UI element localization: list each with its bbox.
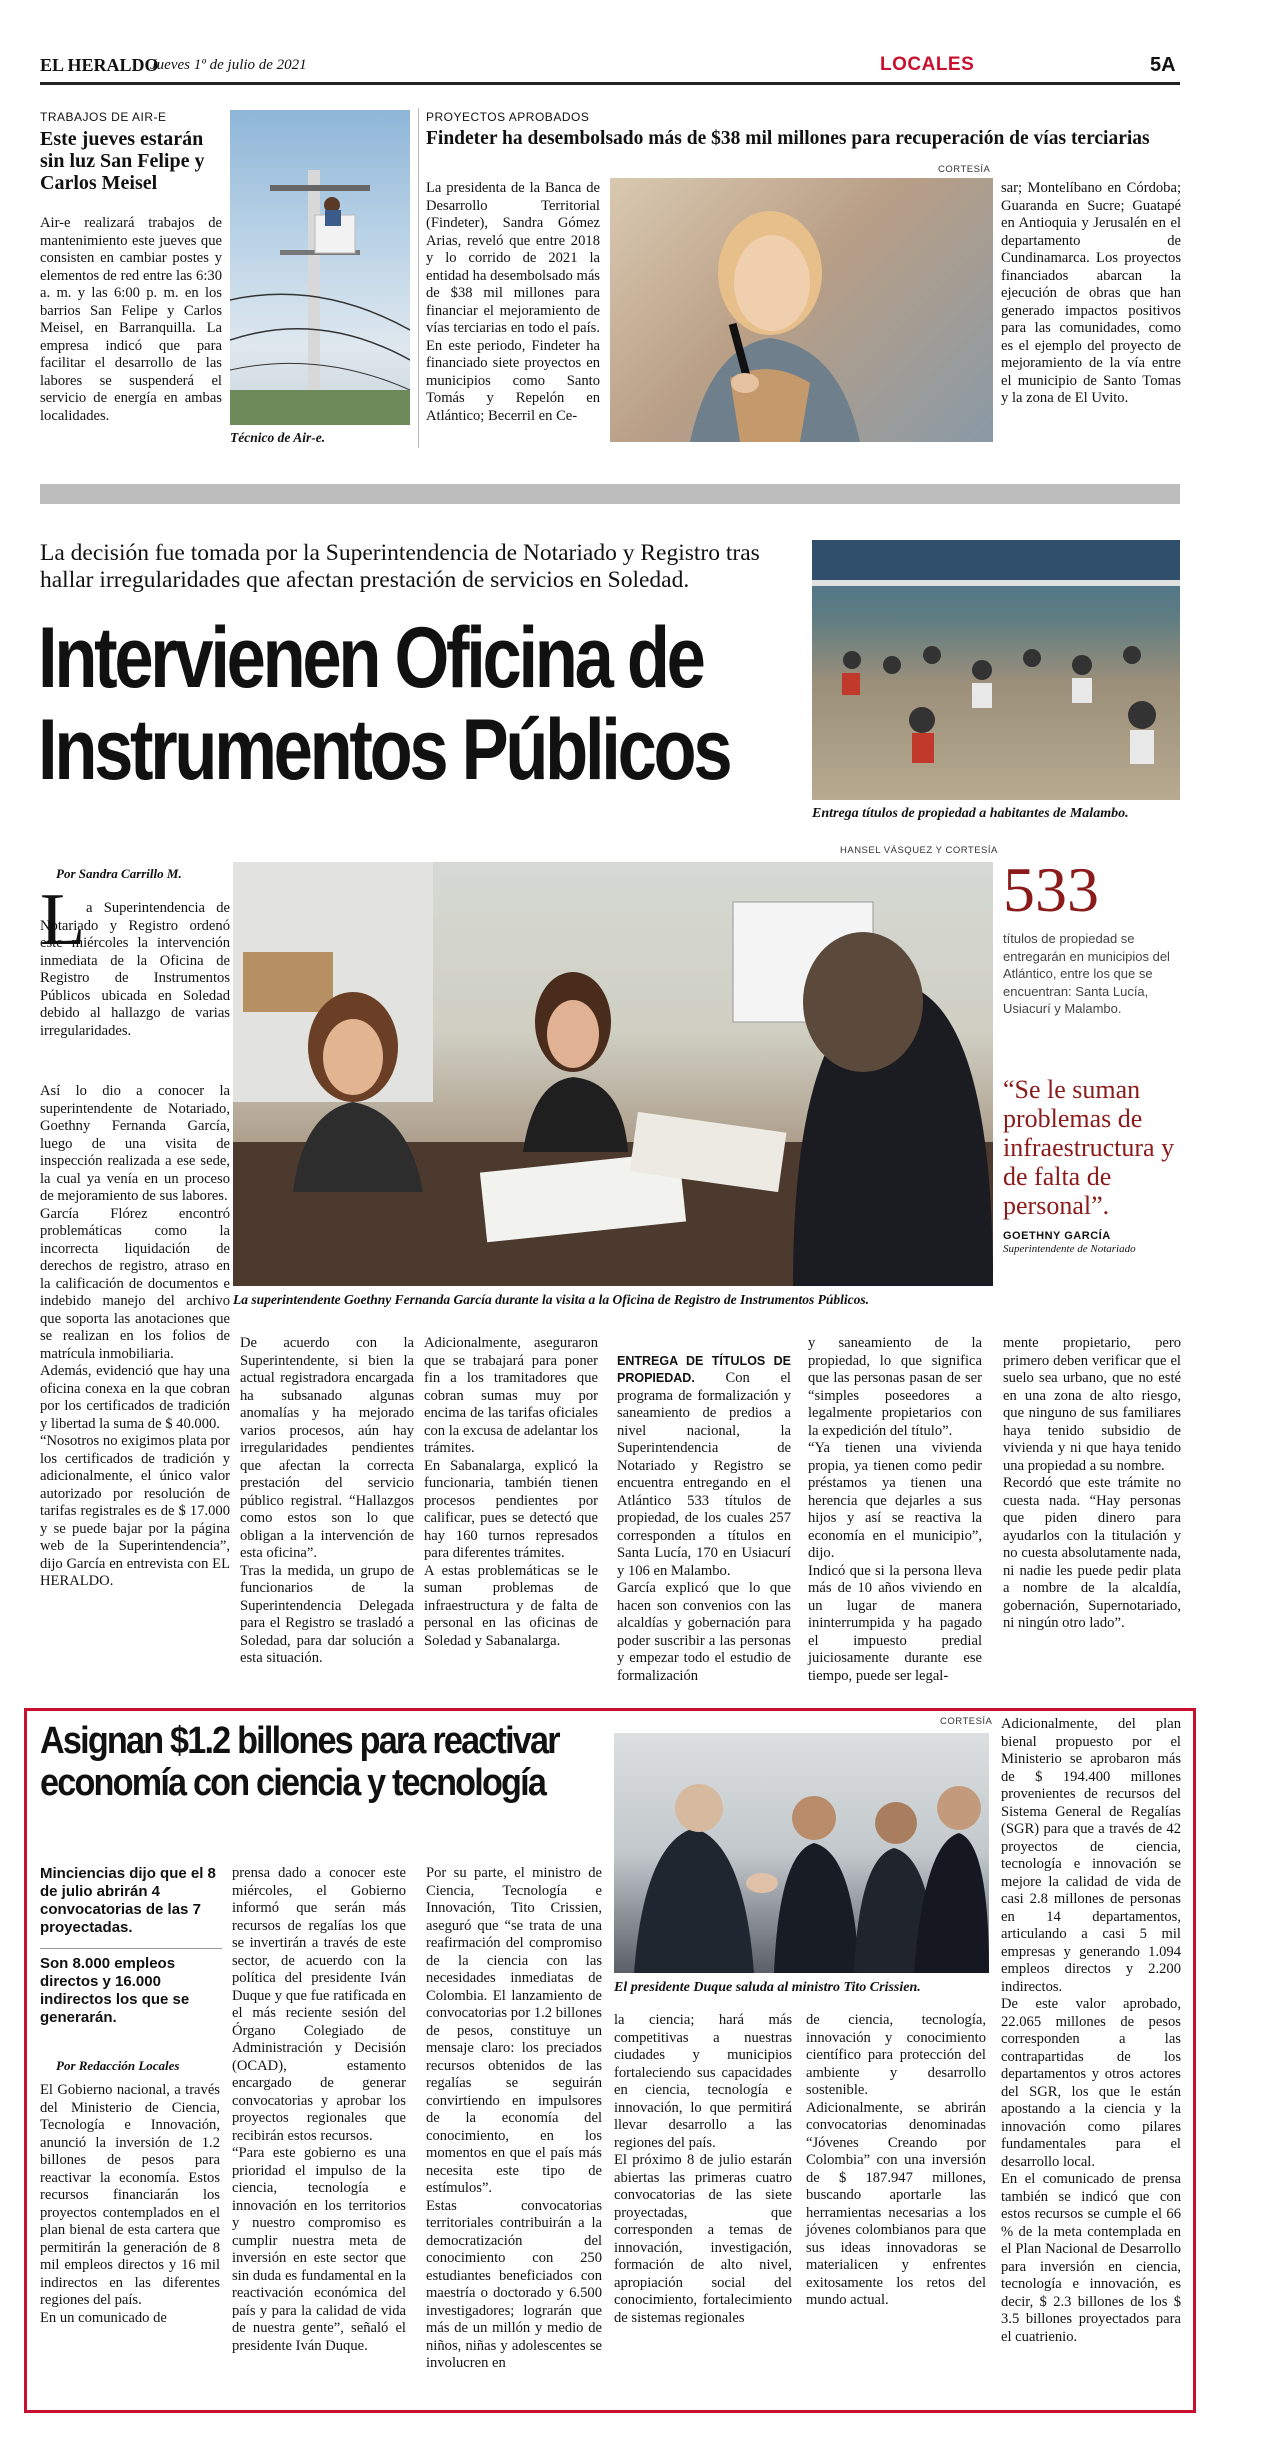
aire-headline: Este jueves estarán sin luz San Felipe y Carlos Meisel: [40, 128, 205, 194]
science-summary1: Minciencias dijo que el 8 de julio abrirán 4 convocatorias de las 7 proyectadas.: [40, 1865, 216, 1936]
findeter-credit: CORTESÍA: [938, 164, 991, 175]
main-photo-credit: HANSEL VÁSQUEZ Y CORTESÍA: [840, 845, 998, 856]
science-credit: CORTESÍA: [940, 1716, 993, 1727]
quote-name: GOETHNY GARCÍA: [1003, 1230, 1111, 1242]
main-headline-line2: Instrumentos Públicos: [38, 702, 730, 798]
stat-number: 533: [1003, 854, 1099, 925]
findeter-col2: sar; Montelíbano en Córdoba; Guaranda en Sucre; Guatapé en Antioquia y Jerusalén en el departamento de Cundinamarca. Los proyectos financiados abarcan la ejecución de obras que han generado impactos positivos para las comunidades, como es el ejemplo del proyecto de mejoramiento de la vía entre el municipio de Santo Tomas y la zona de El Uvito.: [1001, 180, 1181, 406]
main-headline: [38, 612, 798, 796]
side-photo-caption: Entrega títulos de propiedad a habitantes de Malambo.: [812, 806, 1129, 821]
masthead: EL HERALDO: [40, 55, 159, 75]
aire-kicker: TRABAJOS DE AIR-E: [40, 110, 167, 124]
aire-body: Air-e realizará trabajos de mantenimiento este jueves que consisten en cambiar postes y elementos de red entre las 6:30 a. m. y las 6:00 p. m. en los barrios San Felipe y Carlos Meisel, en Barranquilla. La empresa indicó que para facilitar el desarrollo de las labores se suspenderá el servicio de energía en ambas localidades.: [40, 215, 222, 424]
main-col1-top: a Superintendencia de Notariado y Registro ordenó este miércoles la intervención inmediata de la Oficina de Registro de Instrumentos Públicos ubicada en Soledad debido al hallazgo de varias irregularidades.: [40, 900, 230, 1039]
issue-date: Jueves 1º de julio de 2021: [150, 57, 307, 73]
main-col5: y saneamiento de la propiedad, lo que significa que las personas pasan de ser “simples poseedores a legalmente propietarios con la expedición del título”. “Ya tienen una vivienda propia, ya tienen como pedir préstamos ya tienen una herencia que dejarles a sus hijos y así se reactiva la economía en el municipio”, dijo. Indicó que si la persona lleva más de 10 años viviendo en un lugar de manera ininterrumpida y ha pagado el impuesto predial juiciosamente durante ese tiempo, puede ser legal-: [808, 1335, 982, 1684]
findeter-kicker: PROYECTOS APROBADOS: [426, 110, 590, 124]
findeter-headline: Findeter ha desembolsado más de $38 mil millones para recuperación de vías terciarias: [426, 128, 1150, 149]
pull-quote: “Se le suman problemas de infraestructura y de falta de personal”.: [1003, 1075, 1175, 1220]
main-byline: Por Sandra Carrillo M.: [56, 866, 182, 881]
summary-rule: [40, 1948, 222, 1949]
main-col1-rest: Así lo dio a conocer la superintendente de Notariado, Goethny Fernanda García, luego de una visita de inspección realizada a ese sede, la cual ya venía en un proceso de mejoramiento de sus labores. García Flórez encontró problemáticas como la incorrecta liquidación de derechos de registro, atraso en la calificación de documentos e indebido manejo del archivo que soporta las anotaciones que se realizan en los folios de matrícula inmobiliaria. Además, evidenció que hay una oficina conexa en la que cobran por los certificados de tradición y libertad la suma de $ 40.000. “Nosotros no exigimos plata por los certificados de tradición y adicionalmente, el único valor autorizado por resolución de tarifas registrales es de $ 17.000 y se puede bajar por la página web de la Superintendencia”, dijo García en entrevista con EL HERALDO.: [40, 1083, 230, 1589]
title-delivery-photo: [812, 540, 1180, 800]
lineman-photo: [230, 110, 410, 425]
col4-text: Con el programa de formalización y saneamiento de predios a nivel nacional, la Superintendencia de Notariado y Registro se encuentra entregando en el Atlántico 533 títulos de propiedad, de los cuales 257 corresponden a títulos en Santa Lucía, 170 en Usiacurí y 106 en Malambo. García explicó que lo que hacen son convenios con las alcaldías y gobernación para poder suscribir a las personas y empezar todo el estudio de formalización: [617, 1370, 791, 1684]
col4-lead: ENTREGA DE TÍTULOS DE PROPIEDAD.: [617, 1353, 791, 1385]
header-rule: [40, 82, 1180, 85]
section-name: LOCALES: [880, 54, 975, 75]
stat-text: títulos de propiedad se entregarán en municipios del Atlántico, entre los que se encuentran: Santa Lucía, Usiacurí y Malambo.: [1003, 931, 1170, 1016]
handshake-photo: [614, 1733, 989, 1973]
science-col4: la ciencia; hará más competitivas a nuestras ciudades y municipios fortaleciendo sus capacidades en ciencia, tecnología e innovación, lo que permitirá llevar desarrollo a las regiones del país. El próximo 8 de julio estarán abiertas las primeras cuatro convocatorias de las siete proyectadas, que corresponden a temas de innovación, investigación, formación de alto nivel, apropiación social del conocimiento, fortalecimiento de sistemas regionales: [614, 2012, 792, 2326]
findeter-col1: La presidenta de la Banca de Desarrollo Territorial (Findeter), Sandra Gómez Arias, reveló que entre 2018 y lo corrido de 2021 la entidad ha desembolsado más de $38 mil millones para financiar el mejoramiento de vías terciarias en todo el país. En este periodo, Findeter ha financiado siete proyectos en municipios como Santo Tomás y Repelón en Atlántico; Becerril en Ce-: [426, 180, 600, 424]
science-headline: Asignan $1.2 billones para reactivar economía con ciencia y tecnología: [40, 1720, 559, 1804]
science-col5: de ciencia, tecnología, innovación y conocimiento científico para protección del ambiente y desarrollo sostenible. Adicionalmente, se abrirán convocatorias denominadas “Jóvenes Creando por Colombia” con una inversión de $ 187.947 millones, buscando aportarle las herramientas necesarias a los jóvenes colombianos para que sus ideas innovadoras se materialicen y enfrentes exitosamente los retos del mundo actual.: [806, 2012, 986, 2308]
main-col4: [617, 1335, 791, 1685]
main-col6: mente propietario, pero primero deben verificar que el suelo sea urbano, que no esté en una zona de alto riesgo, que ninguno de sus familiares haya tenido subsidio de vivienda y ni que haya tenido una propiedad a su nombre. Recordó que este trámite no cuesta nada. “Hay personas que piden dinero para ayudarlos con la titulación y no cuesta absolutamente nada, ni nadie les puede pedir plata a nombre de la alcaldía, gobernación, Supernotariado, ni ningún otro lado”.: [1003, 1335, 1181, 1631]
science-col2: prensa dado a conocer este miércoles, el Gobierno informó que serán más recursos de regalías los que se invertirán a través de este sector, de acuerdo con la política del presidente Iván Duque y que fue ratificada en el más reciente sesión del Órgano Colegiado de Administración y Decisión (OCAD), estamento encargado de generar convocatorias y aprobar los proyectos regionales que recibirán estos recursos. “Para este gobierno es una prioridad el impulso de la ciencia, tecnología e innovación en los territorios y nuestro compromiso es cumplir nuestra meta de inversión en este sector que sin duda es fundamental en la reactivación económica del país y para la calidad de vida de nuestra gente”, señaló el presidente Iván Duque.: [232, 1865, 406, 2354]
quote-role: Superintendente de Notariado: [1003, 1243, 1136, 1255]
findeter-president-photo: [610, 178, 993, 442]
main-dropcap: L: [40, 879, 86, 961]
science-col1: El Gobierno nacional, a través del Ministerio de Ciencia, Tecnología e Innovación, anunció la inversión de 1.2 billones de pesos para reactivar la economía. Estos recursos financiarán los proyectos contemplados en el plan bienal de esta cartera que permitirán la generación de 8 mil empleos directos y 16 mil indirectos en las diferentes regiones del país. En un comunicado de: [40, 2082, 220, 2326]
aire-caption: Técnico de Air-e.: [230, 430, 326, 445]
main-col2: De acuerdo con la Superintendente, si bien la actual registradora encargada ha subsanado algunas anomalías y ha mejorado varios procesos, aún hay irregularidades pendientes que afectan la correcta prestación del servicio público registral. “Hallazgos como estos son lo que obligan a la intervención de esta oficina”. Tras la medida, un grupo de funcionarios de la Superintendencia Delegada para el Registro se trasladó a Soledad, para dar solución a esta situación.: [240, 1335, 414, 1666]
main-headline-line1: Intervienen Oficina de: [38, 610, 703, 706]
science-summary2: Son 8.000 empleos directos y 16.000 indirectos los que se generarán.: [40, 1955, 190, 2026]
inspection-photo: [233, 862, 993, 1286]
divider: [418, 108, 419, 448]
science-byline: Por Redacción Locales: [56, 2058, 180, 2073]
main-col3: Adicionalmente, aseguraron que se trabajará para poner fin a los tramitadores que cobran sumas muy por encima de las tarifas oficiales con la excusa de adelantar los trámites. En Sabanalarga, explicó la funcionaria, también tienen procesos pendientes por calificar, pues se detectó que hay 160 turnos represados para diferentes trámites. A estas problemáticas se le suman problemas de infraestructura y de falta de personal en las oficinas de Soledad y Sabanalarga.: [424, 1335, 598, 1649]
science-col3: Por su parte, el ministro de Ciencia, Tecnología e Innovación, Tito Crissien, aseguró que “se trata de una reafirmación del compromiso de la ciencia con las necesidades inmediatas de Colombia. El lanzamiento de convocatorias por 1.2 billones de pesos, constituye un mensaje claro: los preciados recursos obtenidos de las regalías se seguirán convirtiendo en impulsores de la economía del conocimiento, en los momentos en que el país más necesita este tipo de estímulos”. Estas convocatorias territoriales contribuirán a la democratización del conocimiento con 250 estudiantes beneficiados con maestría o doctorado y 6.500 investigadores; lograrán que más de un millón y medio de niños, niñas y adolescentes se involucren en: [426, 1865, 602, 2371]
handshake-caption: El presidente Duque saluda al ministro Tito Crissien.: [614, 1980, 921, 1995]
main-deck: La decisión fue tomada por la Superintendencia de Notariado y Registro tras hallar irregularidades que afectan prestación de servicios en Soledad.: [40, 540, 760, 593]
science-col6: Adicionalmente, del plan bienal propuesto por el Ministerio se aprobaron más de $ 194.400 millones provenientes de recursos del Sistema General de Regalías (SGR) para que a través de 42 proyectos de ciencia, tecnología e innovación se mejore la calidad de vida de casi 2.8 millones de personas en 14 departamentos, articulando a casi 5 mil empresas y generando 1.094 empleos directos y 2.200 indirectos. De este valor aprobado, 22.065 millones de pesos corresponden a las contrapartidas de los departamentos y otros actores del SGR, los que le están apostando a la ciencia y la innovación como pilares fundamentales para el desarrollo local. En el comunicado de prensa también se indicó que con estos recursos se cumple el 66 % de la meta contemplada en el Plan Nacional de Desarrollo para inversión en ciencia, tecnología e innovación, es decir, $ 2.3 billones de los $ 3.5 billones proyectados para el cuatrienio.: [1001, 1716, 1181, 2345]
section-band: [40, 484, 1180, 504]
page-number: 5A: [1150, 54, 1176, 76]
main-photo-caption: La superintendente Goethny Fernanda García durante la visita a la Oficina de Registro de Instrumentos Públicos.: [233, 1292, 870, 1307]
